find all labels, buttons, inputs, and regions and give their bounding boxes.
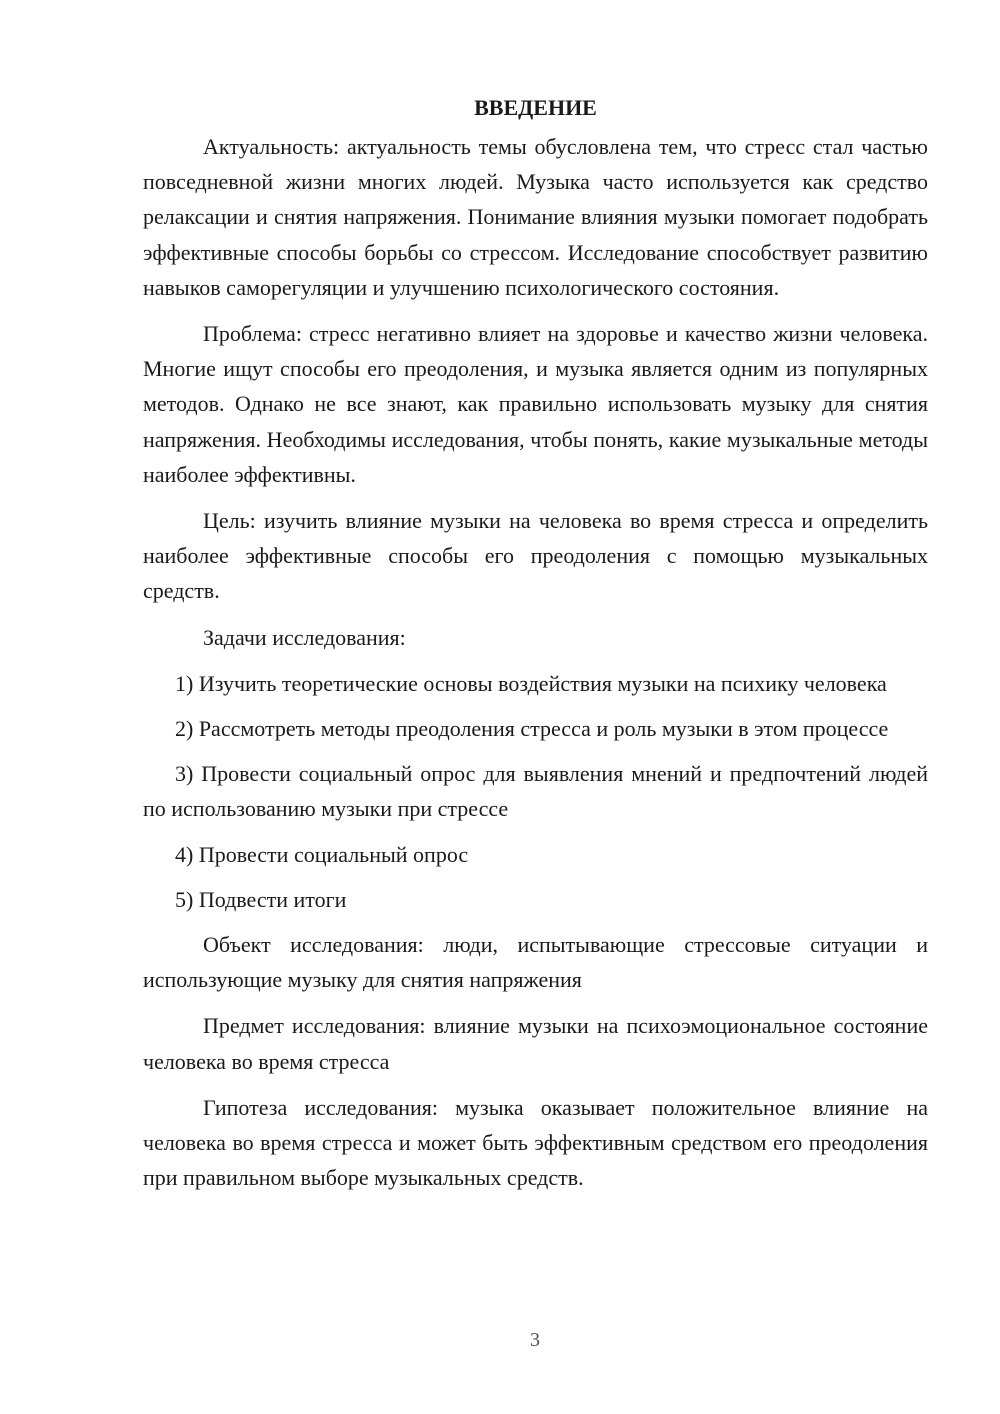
task-item-4: 4) Провести социальный опрос bbox=[175, 841, 469, 867]
page-title: ВВЕДЕНИЕ bbox=[474, 95, 597, 120]
task-item-5: 5) Подвести итоги bbox=[175, 886, 347, 912]
tasks-heading: Задачи исследования: bbox=[203, 624, 406, 650]
task-item-1: 1) Изучить теоретические основы воздействия музыки на психику человека bbox=[175, 670, 887, 696]
paragraph-relevance: Актуальность: актуальность темы обусловлена тем, что стресс стал частью повседневной жизни многих людей. Музыка часто используется как средство релаксации и снятия напряжения. Понимание влияния музыки помогает подобрать эффективные способы борьбы со стрессом. Исследование способствует развитию навыков саморегуляции и улучшению психологического состояния. bbox=[143, 134, 928, 300]
paragraph-hypothesis: Гипотеза исследования: музыка оказывает положительное влияние на человека во время стресса и может быть эффективным средством его преодоления при правильном выборе музыкальных средств. bbox=[143, 1094, 928, 1191]
paragraph-subject: Предмет исследования: влияние музыки на психоэмоциональное состояние человека во время стресса bbox=[143, 1013, 928, 1074]
page-number: 3 bbox=[530, 1329, 540, 1351]
paragraph-object: Объект исследования: люди, испытывающие стрессовые ситуации и использующие музыку для снятия напряжения bbox=[143, 932, 928, 993]
paragraph-goal: Цель: изучить влияние музыки на человека во время стресса и определить наиболее эффективные способы его преодоления с помощью музыкальных средств. bbox=[143, 508, 928, 604]
document-page bbox=[143, 90, 928, 1206]
task-item-2: 2) Рассмотреть методы преодоления стресса и роль музыки в этом процессе bbox=[175, 716, 889, 742]
paragraph-problem: Проблема: стресс негативно влияет на здоровье и качество жизни человека. Многие ищут способы его преодоления, и музыка является одним из популярных методов. Однако не все знают, как правильно использовать музыку для снятия напряжения. Необходимы исследования, чтобы понять, какие музыкальные методы наиболее эффективны. bbox=[143, 321, 928, 487]
task-item-3: 3) Провести социальный опрос для выявления мнений и предпочтений людей по использованию музыки при стрессе bbox=[143, 761, 928, 822]
